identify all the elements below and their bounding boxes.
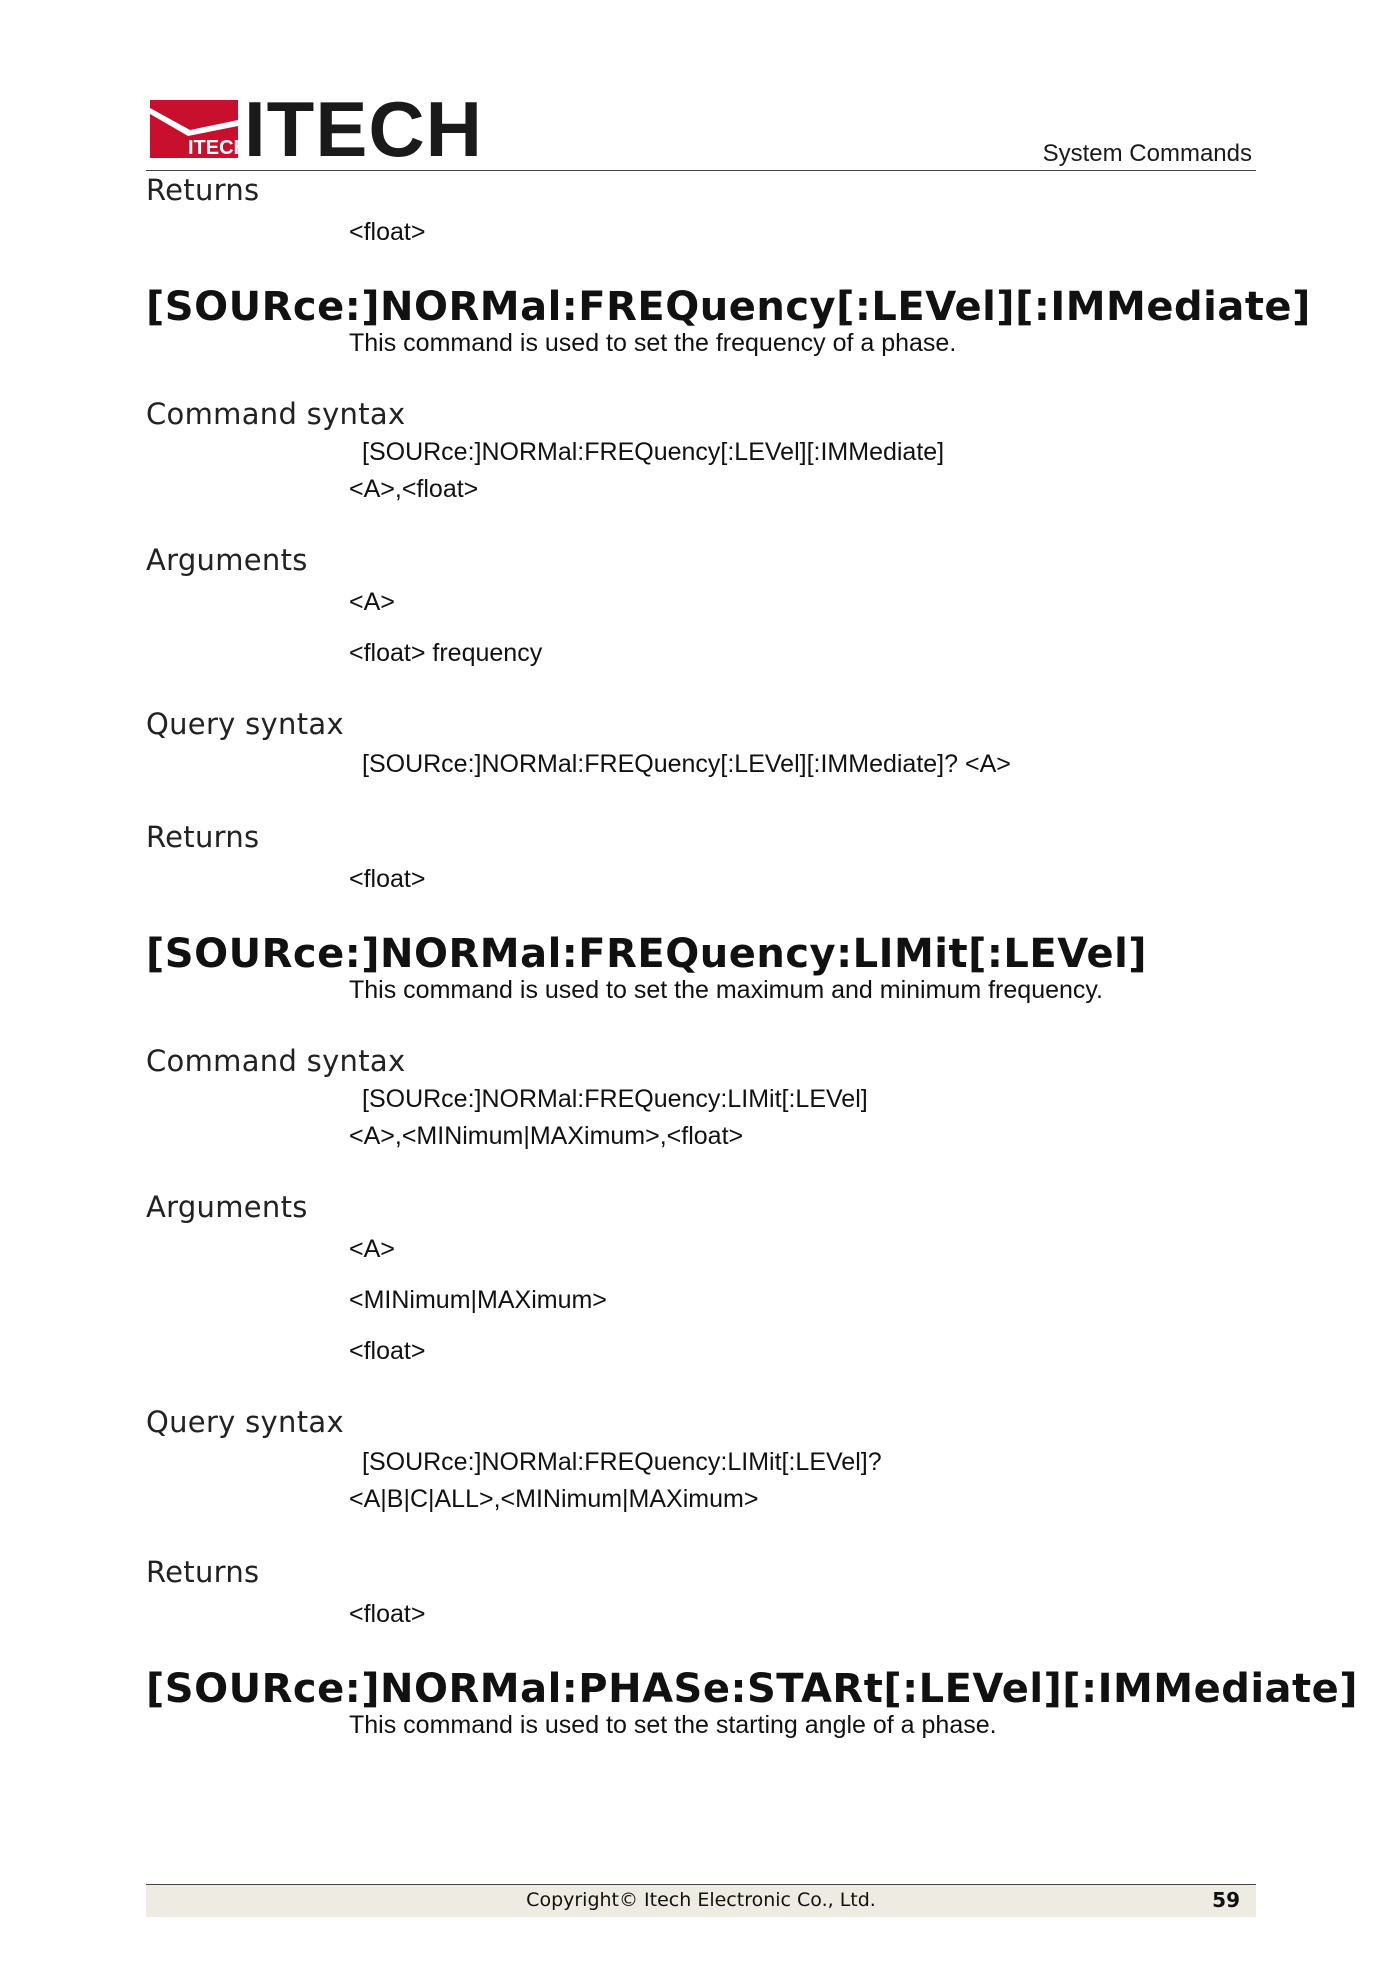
returns-label: Returns <box>146 820 260 854</box>
itech-logo-mark <box>150 100 248 159</box>
argument-item: <MINimum|MAXimum> <box>349 1286 607 1314</box>
command-title: [SOURce:]NORMal:FREQuency:LIMit[:LEVel] <box>146 931 1148 977</box>
command-description: This command is used to set the maximum and minimum frequency. <box>349 976 1103 1004</box>
argument-item: <float> frequency <box>349 639 543 667</box>
command-syntax-label: Command syntax <box>146 1044 406 1078</box>
returns-label: Returns <box>146 173 260 207</box>
argument-item: <A> <box>349 588 395 616</box>
section-title: System Commands <box>1042 140 1252 167</box>
argument-item: <float> <box>349 1337 426 1365</box>
command-syntax-line: [SOURce:]NORMal:FREQuency[:LEVel][:IMMediate] <box>362 438 945 466</box>
page-number: 59 <box>1212 1888 1240 1912</box>
page-header <box>146 85 1256 173</box>
command-syntax-label: Command syntax <box>146 397 406 431</box>
returns-value: <float> <box>349 865 426 893</box>
query-syntax-line: [SOURce:]NORMal:FREQuency:LIMit[:LEVel]? <box>362 1448 882 1476</box>
returns-label: Returns <box>146 1555 260 1589</box>
argument-item: <A> <box>349 1235 395 1263</box>
arguments-label: Arguments <box>146 1190 308 1224</box>
command-title: [SOURce:]NORMal:FREQuency[:LEVel][:IMMediate] <box>146 284 1311 330</box>
page-footer <box>146 1884 1256 1917</box>
query-syntax-label: Query syntax <box>146 707 344 741</box>
query-syntax-line: <A|B|C|ALL>,<MINimum|MAXimum> <box>349 1485 759 1513</box>
command-description: This command is used to set the starting angle of a phase. <box>349 1711 997 1739</box>
itech-logo <box>150 85 483 173</box>
command-syntax-line: <A>,<float> <box>349 475 479 503</box>
returns-value: <float> <box>349 1600 426 1628</box>
svg-text:ITECH: ITECH <box>188 137 248 159</box>
arguments-label: Arguments <box>146 543 308 577</box>
document-body <box>146 170 1359 1744</box>
query-syntax-label: Query syntax <box>146 1405 344 1439</box>
logo-wordmark: ITECH <box>244 85 483 173</box>
returns-value: <float> <box>349 218 426 246</box>
command-syntax-line: [SOURce:]NORMal:FREQuency:LIMit[:LEVel] <box>362 1085 868 1113</box>
command-description: This command is used to set the frequency of a phase. <box>349 329 957 357</box>
command-title: [SOURce:]NORMal:PHASe:STARt[:LEVel][:IMMediate] <box>146 1666 1359 1712</box>
query-syntax-line: [SOURce:]NORMal:FREQuency[:LEVel][:IMMediate]? <A> <box>362 750 1011 778</box>
copyright-text: Copyright© Itech Electronic Co., Ltd. <box>526 1889 876 1911</box>
command-syntax-line: <A>,<MINimum|MAXimum>,<float> <box>349 1122 744 1150</box>
